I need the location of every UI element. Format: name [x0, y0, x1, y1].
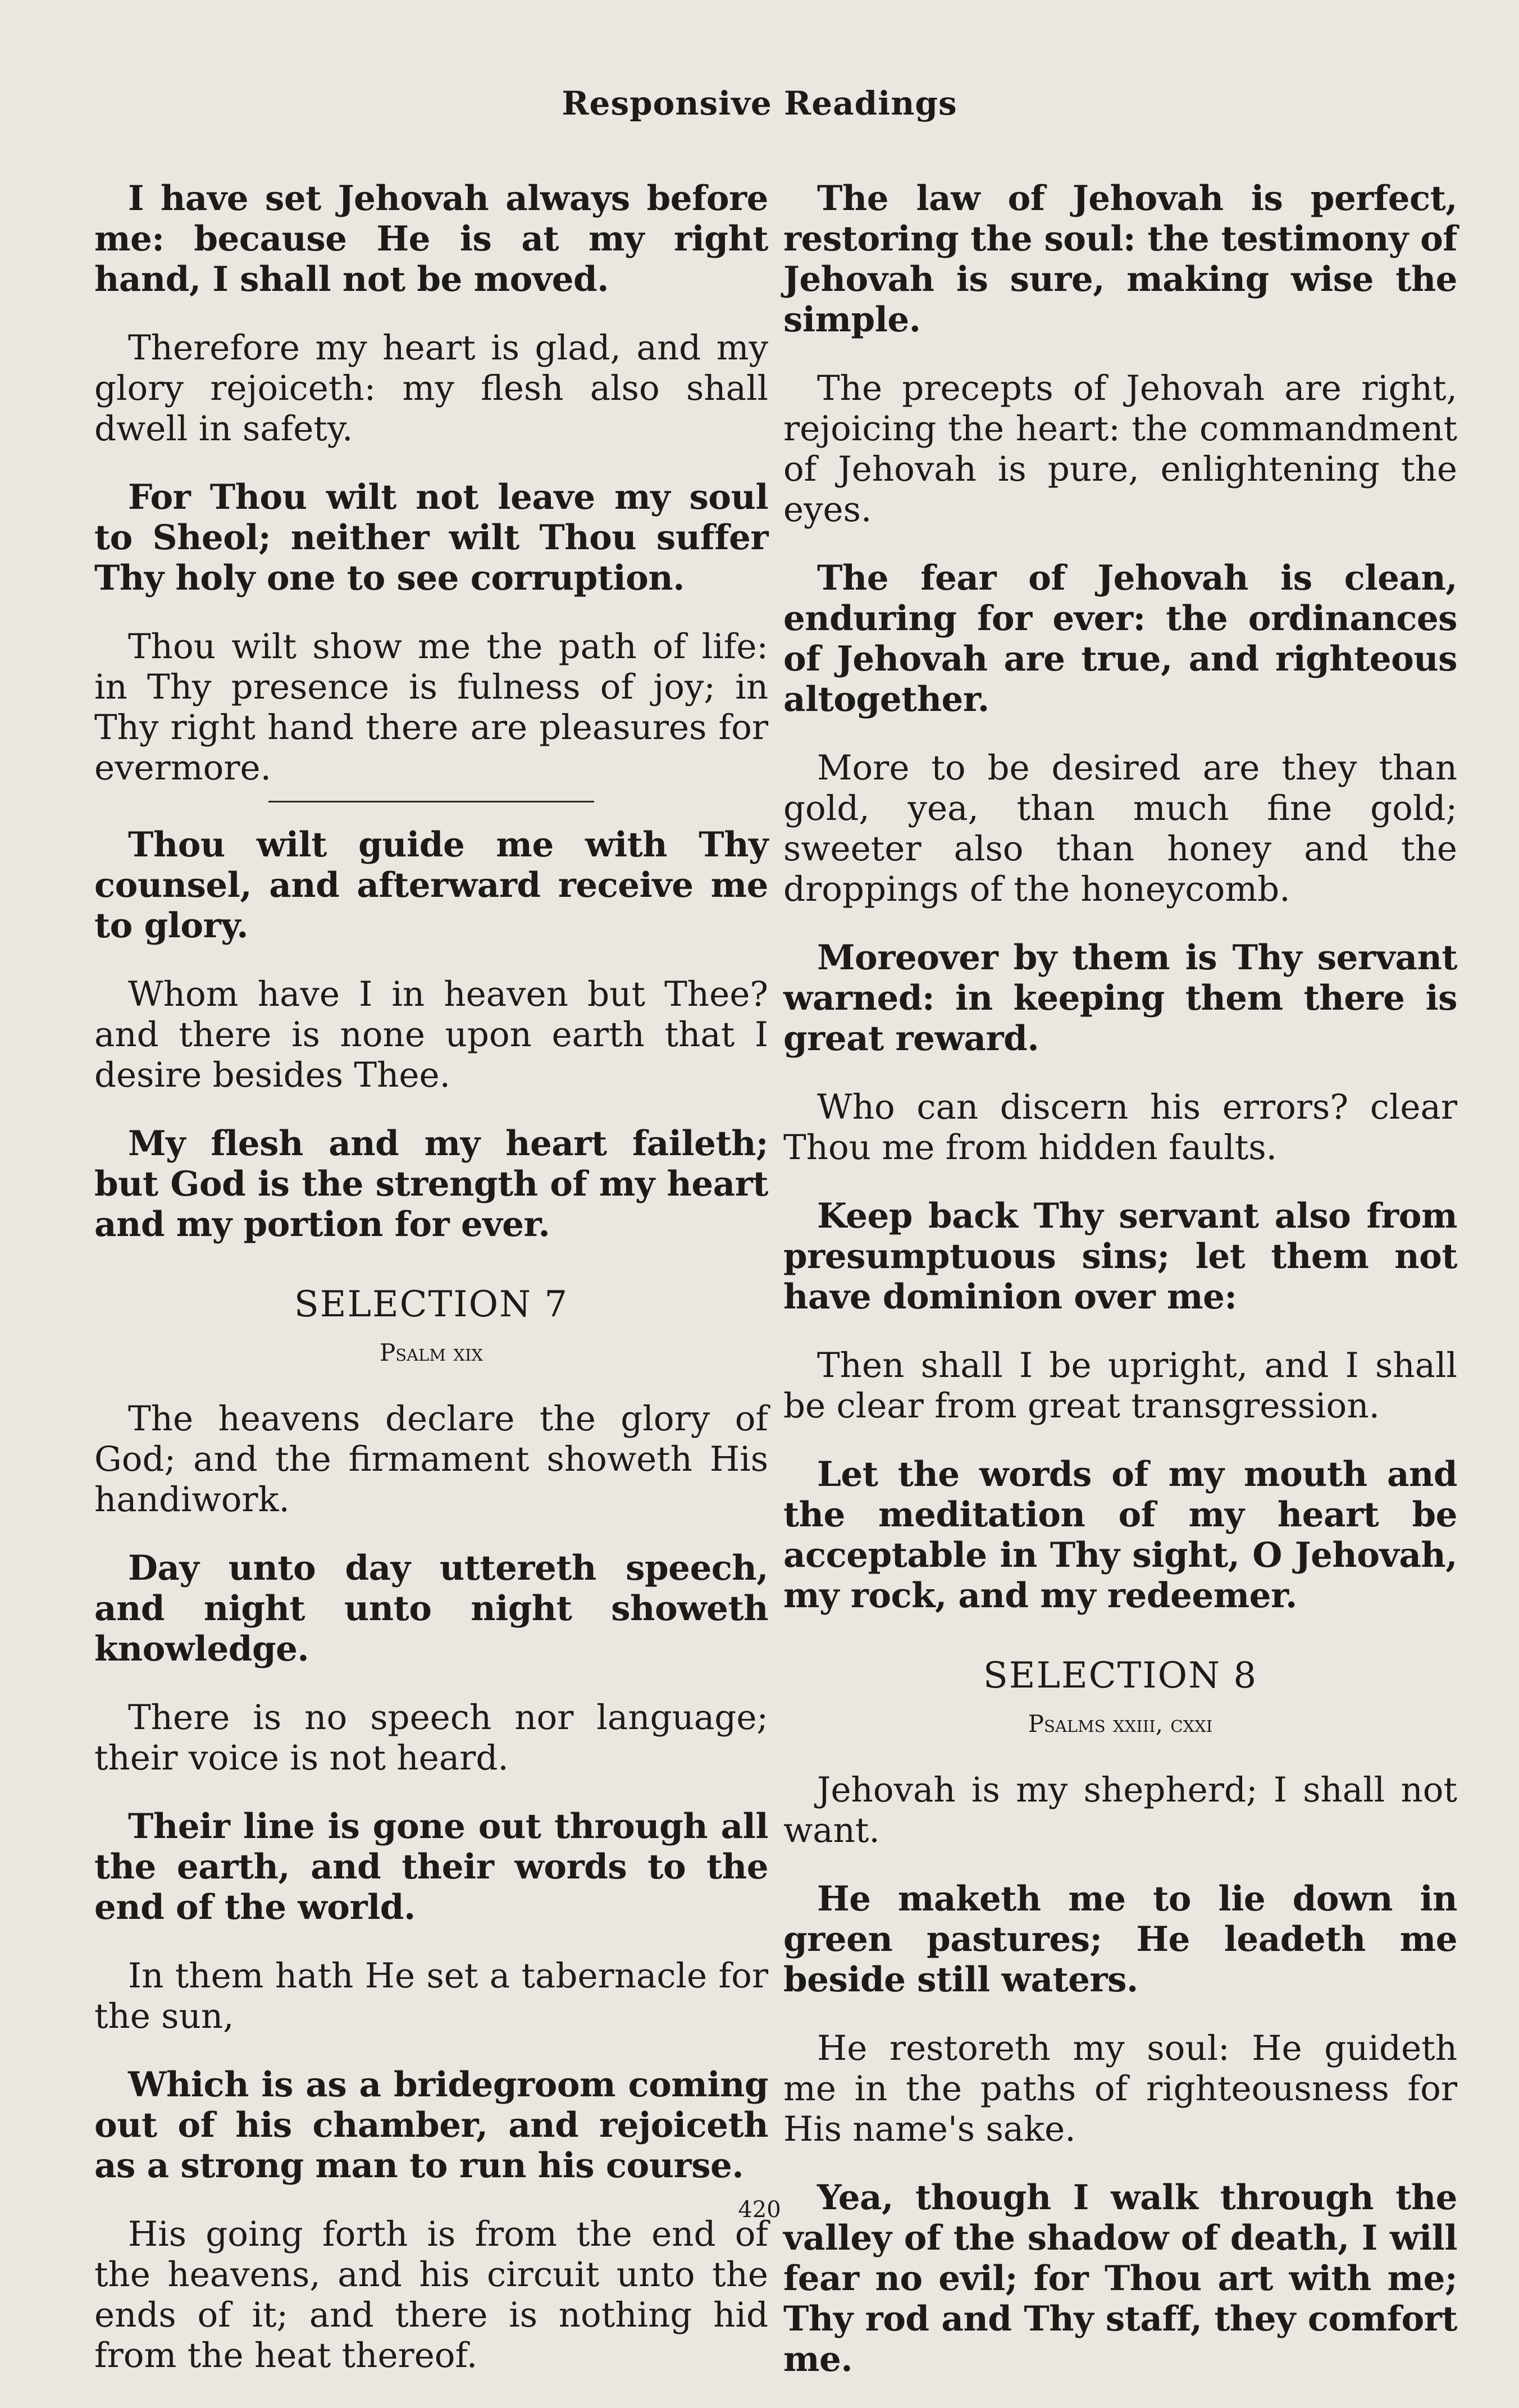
reading-verse: Thou wilt guide me with Thy counsel, and afterward receive me to glory.: [94, 825, 768, 946]
left-column: [94, 179, 768, 2404]
reading-verse: Which is as a bridegroom coming out of his chamber, and rejoiceth as a strong man to run his course.: [94, 2065, 768, 2186]
right-column: [783, 179, 1457, 2408]
reading-verse: He restoreth my soul: He guideth me in the paths of righteousness for His name's sake.: [783, 2028, 1457, 2149]
reading-verse: He maketh me to lie down in green pastures; He leadeth me beside still waters.: [783, 1879, 1457, 2000]
reading-verse: Who can discern his errors? clear Thou me from hidden faults.: [783, 1087, 1457, 1167]
reading-verse: Day unto day uttereth speech, and night unto night showeth knowledge.: [94, 1548, 768, 1669]
reading-verse: In them hath He set a tabernacle for the sun,: [94, 1956, 768, 2036]
reading-verse: His going forth is from the end of the heavens, and his circuit unto the ends of it; and there is nothing hid from the heat thereof.: [94, 2214, 768, 2375]
selection-8-subtitle: Psalms xxiii, cxxi: [1028, 1710, 1213, 1737]
reading-verse: The precepts of Jehovah are right, rejoicing the heart: the commandment of Jehovah is pure, enlightening the eyes.: [783, 368, 1457, 530]
section-divider: [268, 801, 594, 802]
reading-verse: Let the words of my mouth and the meditation of my heart be acceptable in Thy sight, O Jehovah, my rock, and my redeemer.: [783, 1454, 1457, 1616]
selection-7-subtitle: Psalm xix: [379, 1339, 483, 1366]
page-header: Responsive Readings: [562, 84, 957, 122]
selection-8-title: SELECTION 8: [983, 1655, 1258, 1696]
page-number: 420: [738, 2197, 781, 2223]
reading-verse: The fear of Jehovah is clean, enduring for ever: the ordinances of Jehovah are true, and righteous altogether.: [783, 558, 1457, 719]
reading-verse: For Thou wilt not leave my soul to Sheol; neither wilt Thou suffer Thy holy one to see corruption.: [94, 477, 768, 598]
reading-verse: Then shall I be upright, and I shall be clear from great transgression.: [783, 1346, 1457, 1426]
reading-verse: Jehovah is my shepherd; I shall not want.: [783, 1770, 1457, 1850]
reading-verse: The heavens declare the glory of God; and the firmament showeth His handiwork.: [94, 1399, 768, 1520]
reading-verse: Thou wilt show me the path of life: in Thy presence is fulness of joy; in Thy right hand there are pleasures for evermore.: [94, 627, 768, 788]
reading-verse: Therefore my heart is glad, and my glory rejoiceth: my flesh also shall dwell in safety.: [94, 328, 768, 449]
reading-verse: My flesh and my heart faileth; but God is the strength of my heart and my portion for ever.: [94, 1124, 768, 1244]
reading-verse: Yea, though I walk through the valley of the shadow of death, I will fear no evil; for Thou art with me; Thy rod and Thy staff, they comfort me.: [783, 2178, 1457, 2379]
reading-verse: There is no speech nor language; their voice is not heard.: [94, 1698, 768, 1778]
reading-verse: Keep back Thy servant also from presumptuous sins; let them not have dominion over me:: [783, 1196, 1457, 1317]
reading-verse: Whom have I in heaven but Thee? and there is none upon earth that I desire besides Thee.: [94, 974, 768, 1095]
reading-verse: Moreover by them is Thy servant warned: in keeping them there is great reward.: [783, 938, 1457, 1059]
reading-verse: I have set Jehovah always before me: because He is at my right hand, I shall not be moved.: [94, 179, 768, 299]
reading-verse: Their line is gone out through all the earth, and their words to the end of the world.: [94, 1807, 768, 1927]
reading-verse: The law of Jehovah is perfect, restoring the soul: the testimony of Jehovah is sure, making wise the simple.: [783, 179, 1457, 340]
selection-7-title: SELECTION 7: [294, 1284, 569, 1325]
reading-verse: More to be desired are they than gold, yea, than much fine gold; sweeter also than honey and the droppings of the honeycomb.: [783, 748, 1457, 909]
